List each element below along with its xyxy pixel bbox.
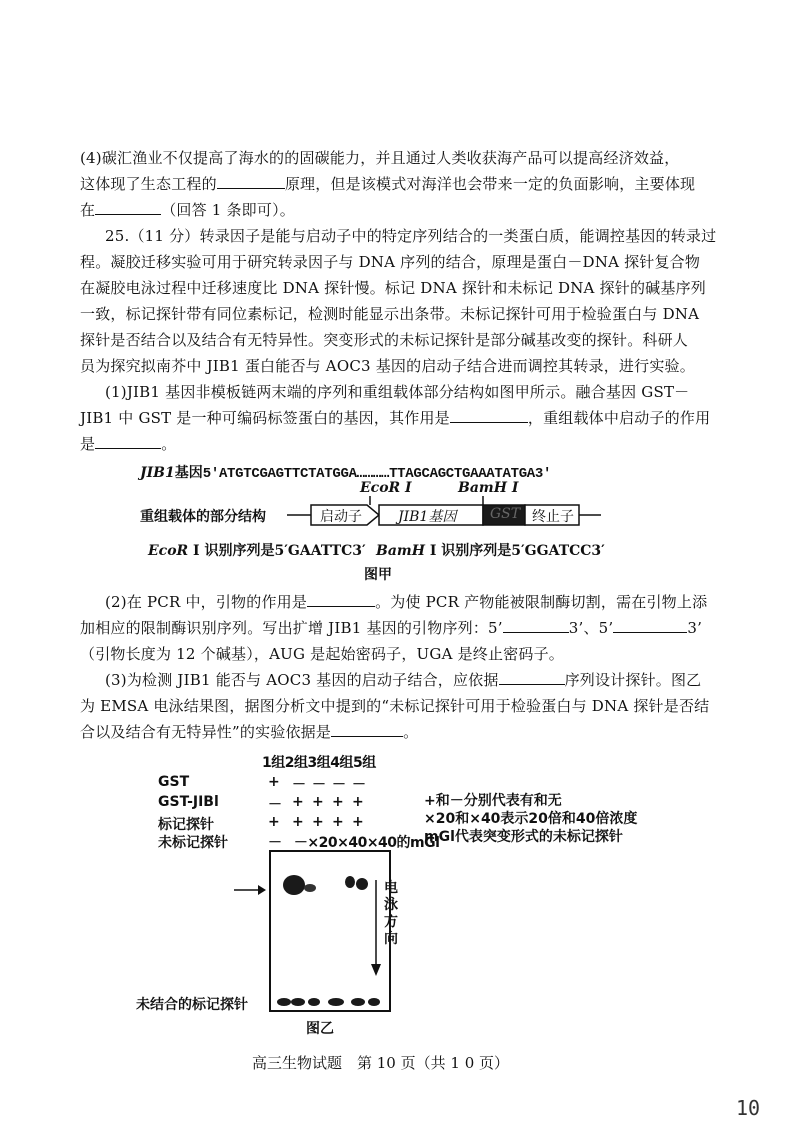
enzyme-name: EcoR [148,543,189,559]
q25-intro-3: 一致，标记探针带有同位素标记，检测时能显示出条带。未标记探针可用于检验蛋白与 DNA [80,305,700,323]
shifted-band-lane2-tail [304,884,316,892]
group-label: 2组 [284,755,308,771]
shifted-band-lane2 [283,875,305,895]
bamhi-site-label: BamH Ⅰ [458,480,519,496]
mark: + [312,794,324,810]
mark: + [312,814,324,830]
mark: + [268,774,280,790]
figure-b-caption: 图乙 [306,1021,334,1037]
mark: － [312,777,326,793]
answer-blank[interactable] [217,174,285,189]
mark: + [292,794,304,810]
gst-box-label: GST [490,506,521,522]
jib1-box-label: JIB1基因 [398,509,457,525]
text-span: 3’ [687,619,703,637]
q24-4-line3 [80,200,720,220]
text-span: 。 [403,723,419,741]
answer-blank[interactable] [503,618,569,633]
jib1-sequence-line [140,462,551,482]
answer-blank[interactable] [95,434,161,449]
text-span: ，重组载体中启动子的作用 [527,409,711,427]
text-span: (2)在 PCR 中，引物的作用是 [105,593,308,611]
mark: + [332,794,344,810]
answer-blank[interactable] [450,408,528,423]
answer-blank[interactable] [331,722,403,737]
q25-p3-line2: 为 EMSA 电泳结果图，据图分析文中提到的“未标记探针可用于检验蛋白与 DNA 探针是否结 [80,697,710,715]
enzyme-name: BamH [376,543,425,559]
q25-intro-0: 25.（11 分）转录因子是能与启动子中的特定序列结合的一类蛋白质，能调控基因的转录过 [105,227,717,245]
q25-p2-line2 [80,618,720,638]
shifted-band-lane5-b [356,878,368,890]
free-probe-lane5 [351,998,365,1006]
q25-p2-line3: （引物长度为 12 个碱基），AUG 是起始密码子，UGA 是终止密码子。 [80,645,564,663]
text-span: 。 [161,435,177,453]
q25-intro-2: 在凝胶电泳过程中迁移速度比 DNA 探针慢。标记 DNA 探针和未标记 DNA 探针的碱基序列 [80,279,706,297]
free-probe-lane4 [328,998,344,1006]
legend-note-3: mGl代表突变形式的未标记探针 [424,829,623,845]
mark: + [352,794,364,810]
row-label-unlabeled-probe: 未标记探针 [158,835,228,851]
q25-p2-line1 [105,592,725,612]
free-probe-lane3 [308,998,320,1006]
q25-p1-line1: (1)JIB1 基因非模板链两末端的序列和重组载体部分结构如图甲所示。融合基因 GST－ [105,383,690,401]
recognition-text: Ⅰ 识别序列是5′GGATCC3′ [424,543,605,559]
answer-blank[interactable] [95,200,161,215]
answer-blank[interactable] [307,592,375,607]
text-span: 是 [80,435,96,453]
answer-blank[interactable] [499,670,565,685]
mark: ×40 [337,835,367,851]
group-label: 5组 [353,755,376,771]
terminator-label: 终止子 [532,509,574,525]
ecori-site-label: EcoR Ⅰ [360,480,412,496]
row-label-labeled-probe: 标记探针 [158,817,214,833]
q25-p3-line3 [80,722,720,742]
gene-sequence: 5′ATGTCGAGTTCTATGGA…………TTAGCAGCTGAAATATGA3′ [202,466,552,482]
text-span: （回答 1 条即可）。 [161,201,295,219]
free-probe-lane1 [277,998,291,1006]
free-probe-lane5b [368,998,380,1006]
group-label: 1组 [262,755,285,771]
ecori-recognition [148,540,366,560]
shifted-band-lane5-a [345,876,355,888]
gene-label: JIB1 [140,465,175,481]
q25-p1-line2 [80,408,720,428]
vector-structure-label: 重组载体的部分结构 [140,509,266,525]
row-label-gst-jib1: GST-JIBl [158,794,219,810]
group-header [262,752,376,772]
q24-4-line2 [80,174,720,194]
band-pointer-arrowhead [258,885,266,895]
figure-a-caption: 图甲 [364,567,392,583]
mark: ×40的mGl [366,835,440,851]
text-span: (3)为检测 JIB1 能否与 AOC3 基因的启动子结合，应依据 [105,671,499,689]
q25-intro-1: 程。凝胶迁移实验可用于研究转录因子与 DNA 序列的结合，原理是蛋白－DNA 探针复合物 [80,253,701,271]
mark: － [332,777,346,793]
unlabeled-marks [268,832,439,852]
row-label-gst: GST [158,774,190,790]
direction-arrow-icon [370,878,382,978]
legend-note-2: ×20和×40表示20倍和40倍浓度 [424,811,638,827]
text-span: 这体现了生态工程的 [80,175,217,193]
mark: + [352,814,364,830]
unbound-probe-label: 未结合的标记探针 [136,997,248,1013]
text-span: 3’、5’ [568,619,614,637]
mark: ×20 [307,835,338,851]
mark: + [292,814,304,830]
q25-p1-line3 [80,434,720,454]
mark: － [293,835,308,851]
group-label: 3组 [307,755,331,771]
gene-suffix: 基因 [174,465,203,481]
mark: － [352,777,366,793]
mark: + [332,814,344,830]
group-label: 4组 [330,755,353,771]
free-probe-lane2 [291,998,305,1006]
bamhi-recognition [376,540,605,560]
page-footer: 高三生物试题 第 10 页（共 1 0 页） [252,1054,510,1072]
mark: + [268,814,280,830]
text-span: 序列设计探针。图乙 [564,671,702,689]
text-span: 。为使 PCR 产物能被限制酶切割，需在引物上添 [375,593,708,611]
page-number: 10 [736,1096,761,1120]
mark: － [268,835,282,851]
q25-intro-4: 探针是否结合以及结合有无特异性。突变形式的未标记探针是部分碱基改变的探针。科研人 [80,331,689,349]
q25-p3-line1 [105,670,725,690]
text-span: 合以及结合有无特异性”的实验依据是 [80,723,332,741]
recognition-text: Ⅰ 识别序列是5′GAATTC3′ [188,543,366,559]
text-span: 原理，但是该模式对海洋也会带来一定的负面影响，主要体现 [284,175,696,193]
legend-note-1: +和－分别代表有和无 [424,793,562,809]
q24-4-line1: (4)碳汇渔业不仅提高了海水的的固碳能力，并且通过人类收获海产品可以提高经济效益， [80,149,680,167]
promoter-label: 启动子 [320,509,362,525]
text-span: 加相应的限制酶识别序列。写出扩增 JIB1 基因的引物序列：5’ [80,619,503,637]
text-span: 在 [80,201,96,219]
mark: － [268,797,282,813]
answer-blank[interactable] [613,618,687,633]
text-span: JIB1 中 GST 是一种可编码标签蛋白的基因，其作用是 [80,409,450,427]
q25-intro-5: 员为探究拟南芥中 JIB1 蛋白能否与 AOC3 基因的启动子结合进而调控其转录，进行实验。 [80,357,695,375]
mark: － [292,777,306,793]
direction-label: 电泳方向 [384,880,398,947]
